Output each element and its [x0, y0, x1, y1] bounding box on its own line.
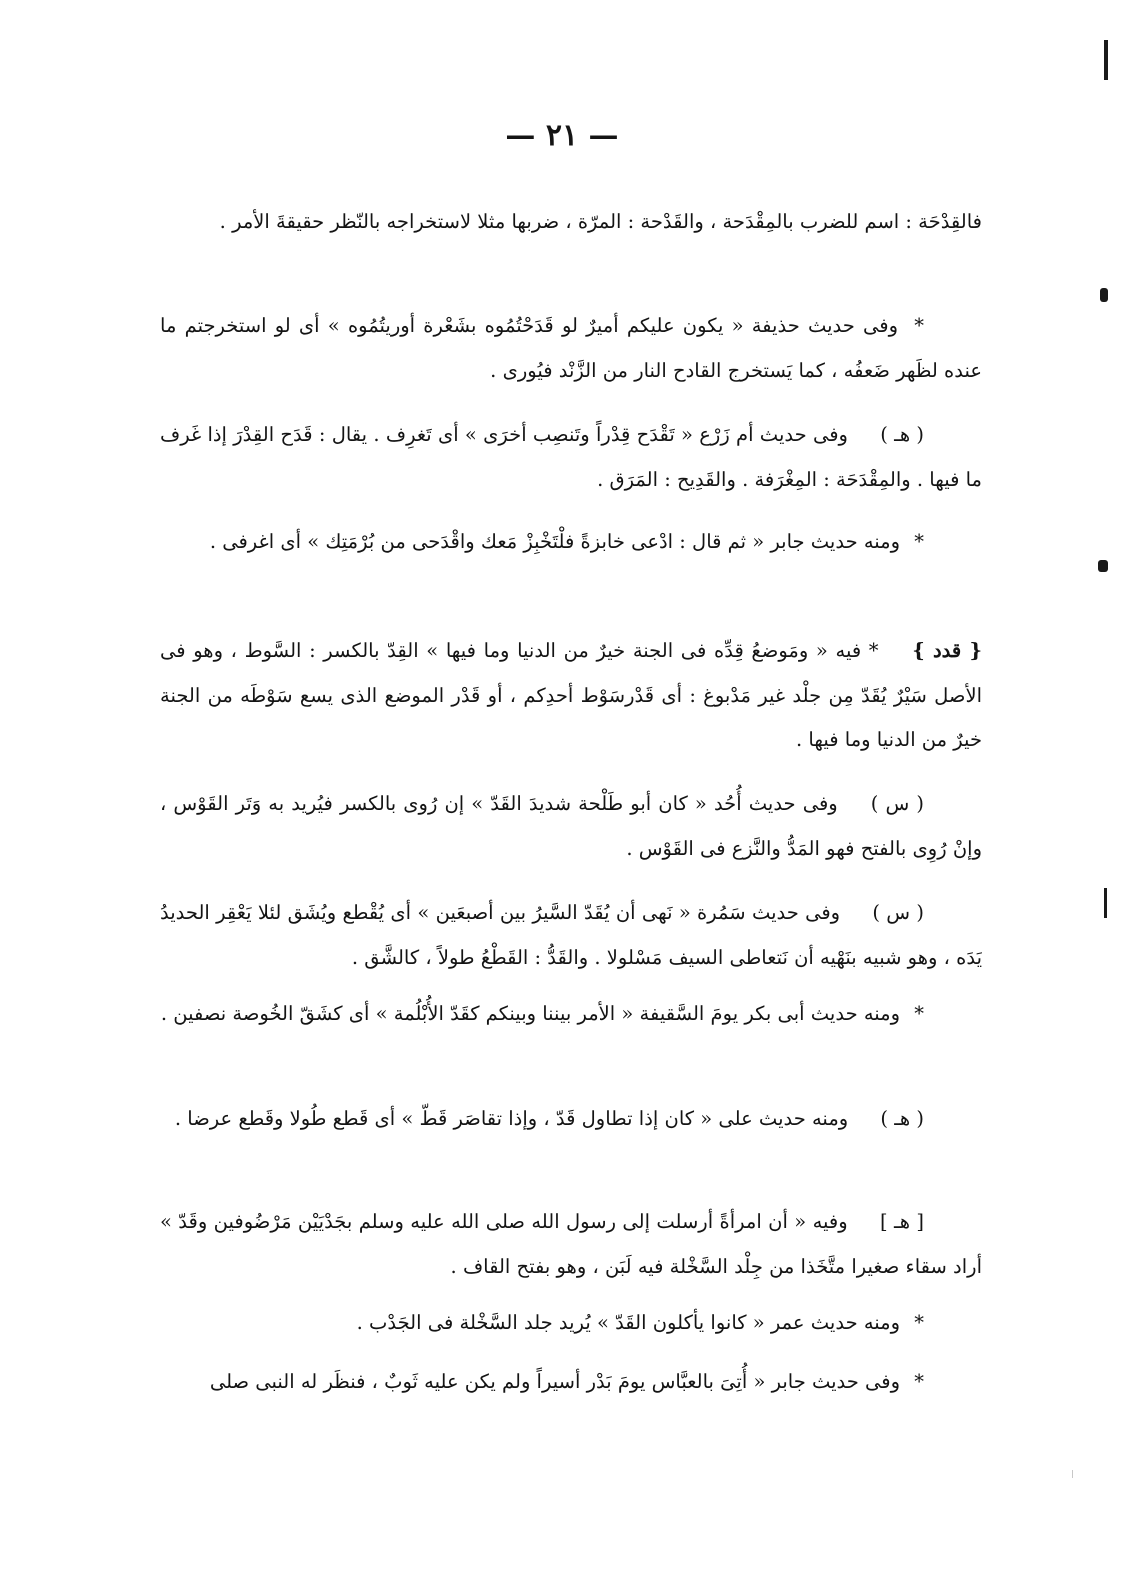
paragraph [160, 782, 982, 871]
paragraph-text: وفى حديث حذيفة « يكون عليكم أميرٌ لو قَدَحْتُمُوه بشَعْرة أوريتُمُوه » أى لو استخرجتم ما عنده لظَهر ضَعفُه ، كما يَستخرج القادح النار من الزَّنْد فيُورى . [160, 314, 982, 382]
paragraph-text: وفى حديث أم زَرْع « تَقْدَح قِدْراً وتَنصِب أخرَى » أى تَغرِف . يقال : قَدَح القِدْرَ إذا غَرف ما فيها . والمِقْدَحَة : المِغْرَفة . والقَدِيح : المَرَق . [160, 423, 982, 491]
paragraph [160, 1200, 982, 1289]
scan-edge-mark [1104, 40, 1108, 80]
scan-edge-mark [1104, 888, 1107, 918]
scan-edge-mark [1098, 560, 1108, 572]
paragraph-text: ومنه حديث جابر « ثم قال : ادْعى خابزةً فلْتَخْبِزْ مَعك واقْدَحى من بُرْمَتِك » أى اغرفى . [209, 530, 901, 553]
source-marker: ( هـ ) [880, 423, 925, 446]
paragraph-text: ومنه حديث على « كان إذا تطاول قَدّ ، وإذا تقاصَر قَطّ » أى قَطع طُولا وقَطع عرضا . [174, 1107, 849, 1130]
paragraph-text: وفى حديث أُحُد « كان أبو طَلْحة شديدَ القَدّ » إن رُوى بالكسر فيُريد به وَتَر القَوْس ، وإنْ رُوِى بالفتح فهو المَدُّ والنَّزع فى القَوْس . [160, 792, 982, 860]
asterisk-marker: * [914, 314, 924, 337]
paragraph-text: فالقِدْحَة : اسم للضرب بالمِقْدَحة ، والقَدْحة : المرّة ، ضربها مثلا لاستخراجه بالنّظر حقيقةَ الأمر . [219, 210, 982, 233]
paragraph-text: وفيه « أن امرأةً أرسلت إلى رسول الله صلى الله عليه وسلم بجَدْيَيْن مَرْضُوفين وقَدّ » أراد سقاء صغيرا متَّخَذا من جِلْد السَّخْلة فيه لَبَن ، وهو بفتح القاف . [160, 1210, 982, 1278]
asterisk-marker: * [914, 530, 924, 553]
paragraph-text: وفى حديث جابر « أُتِىَ بالعبَّاس يومَ بَدْر أسيراً ولم يكن عليه ثَوبٌ ، فنظَر له النبى صلى [209, 1369, 901, 1393]
paragraph-text: وفى حديث سَمُرة « نَهى أن يُقَدّ السَّيرُ بين أصبعَين » أى يُقْطع ويُشَق لئلا يَعْقِر الحديدُ يَدَه ، وهو شبيه بنَهْيه أن نَتعاطى السيف مَسْلولا . والقَدُّ : القَطْعُ طولاً ، كالشَّق . [160, 901, 982, 969]
page-number: — ٢١ — [505, 118, 619, 153]
paragraph-text: * فيه « ومَوضعُ قِدِّه فى الجنة خيرٌ من الدنيا وما فيها » القِدّ بالكسر : السَّوط ، وهو فى الأصل سَيْرٌ يُقَدّ مِن جلْد غير مَدْبوغ : أى قَدْرسَوْط أحدِكم ، أو قَدْر الموضع الذى يسع سَوْطَه من الجنة خيرٌ من الدنيا وما فيها . [160, 639, 982, 751]
source-marker: ( هـ ) [880, 1107, 924, 1130]
paragraph [160, 891, 982, 980]
paragraph [160, 992, 982, 1081]
paragraph [160, 520, 982, 609]
source-marker: ( س ) [870, 792, 924, 815]
paragraph-text: ومنه حديث عمر « كانوا يأكلون القَدّ » يُريد جلد السَّخْلة فى الجَدْب . [356, 1311, 901, 1334]
paragraph [160, 413, 982, 502]
source-marker: [ هـ ] [880, 1210, 925, 1233]
asterisk-marker: * [914, 1002, 924, 1025]
paragraph [160, 629, 982, 762]
paragraph [160, 304, 982, 393]
paragraph-text: ومنه حديث أبى بكر يومَ السَّقيفة « الأمر بيننا وبينكم كقَدّ الأُبْلُمة » أى كشَقّ الخُوصة نصفين . [160, 1002, 901, 1025]
paragraph [160, 1097, 982, 1186]
asterisk-marker: * [914, 1311, 924, 1334]
entry-text [160, 200, 982, 1404]
entry-headword: { قدد } [912, 639, 982, 662]
paragraph [160, 1360, 982, 1405]
scan-edge-mark [1072, 1470, 1073, 1478]
source-marker: ( س ) [872, 901, 924, 924]
asterisk-marker: * [914, 1369, 924, 1393]
paragraph [160, 1301, 982, 1346]
scan-edge-mark [1100, 288, 1108, 302]
paragraph [160, 200, 982, 289]
